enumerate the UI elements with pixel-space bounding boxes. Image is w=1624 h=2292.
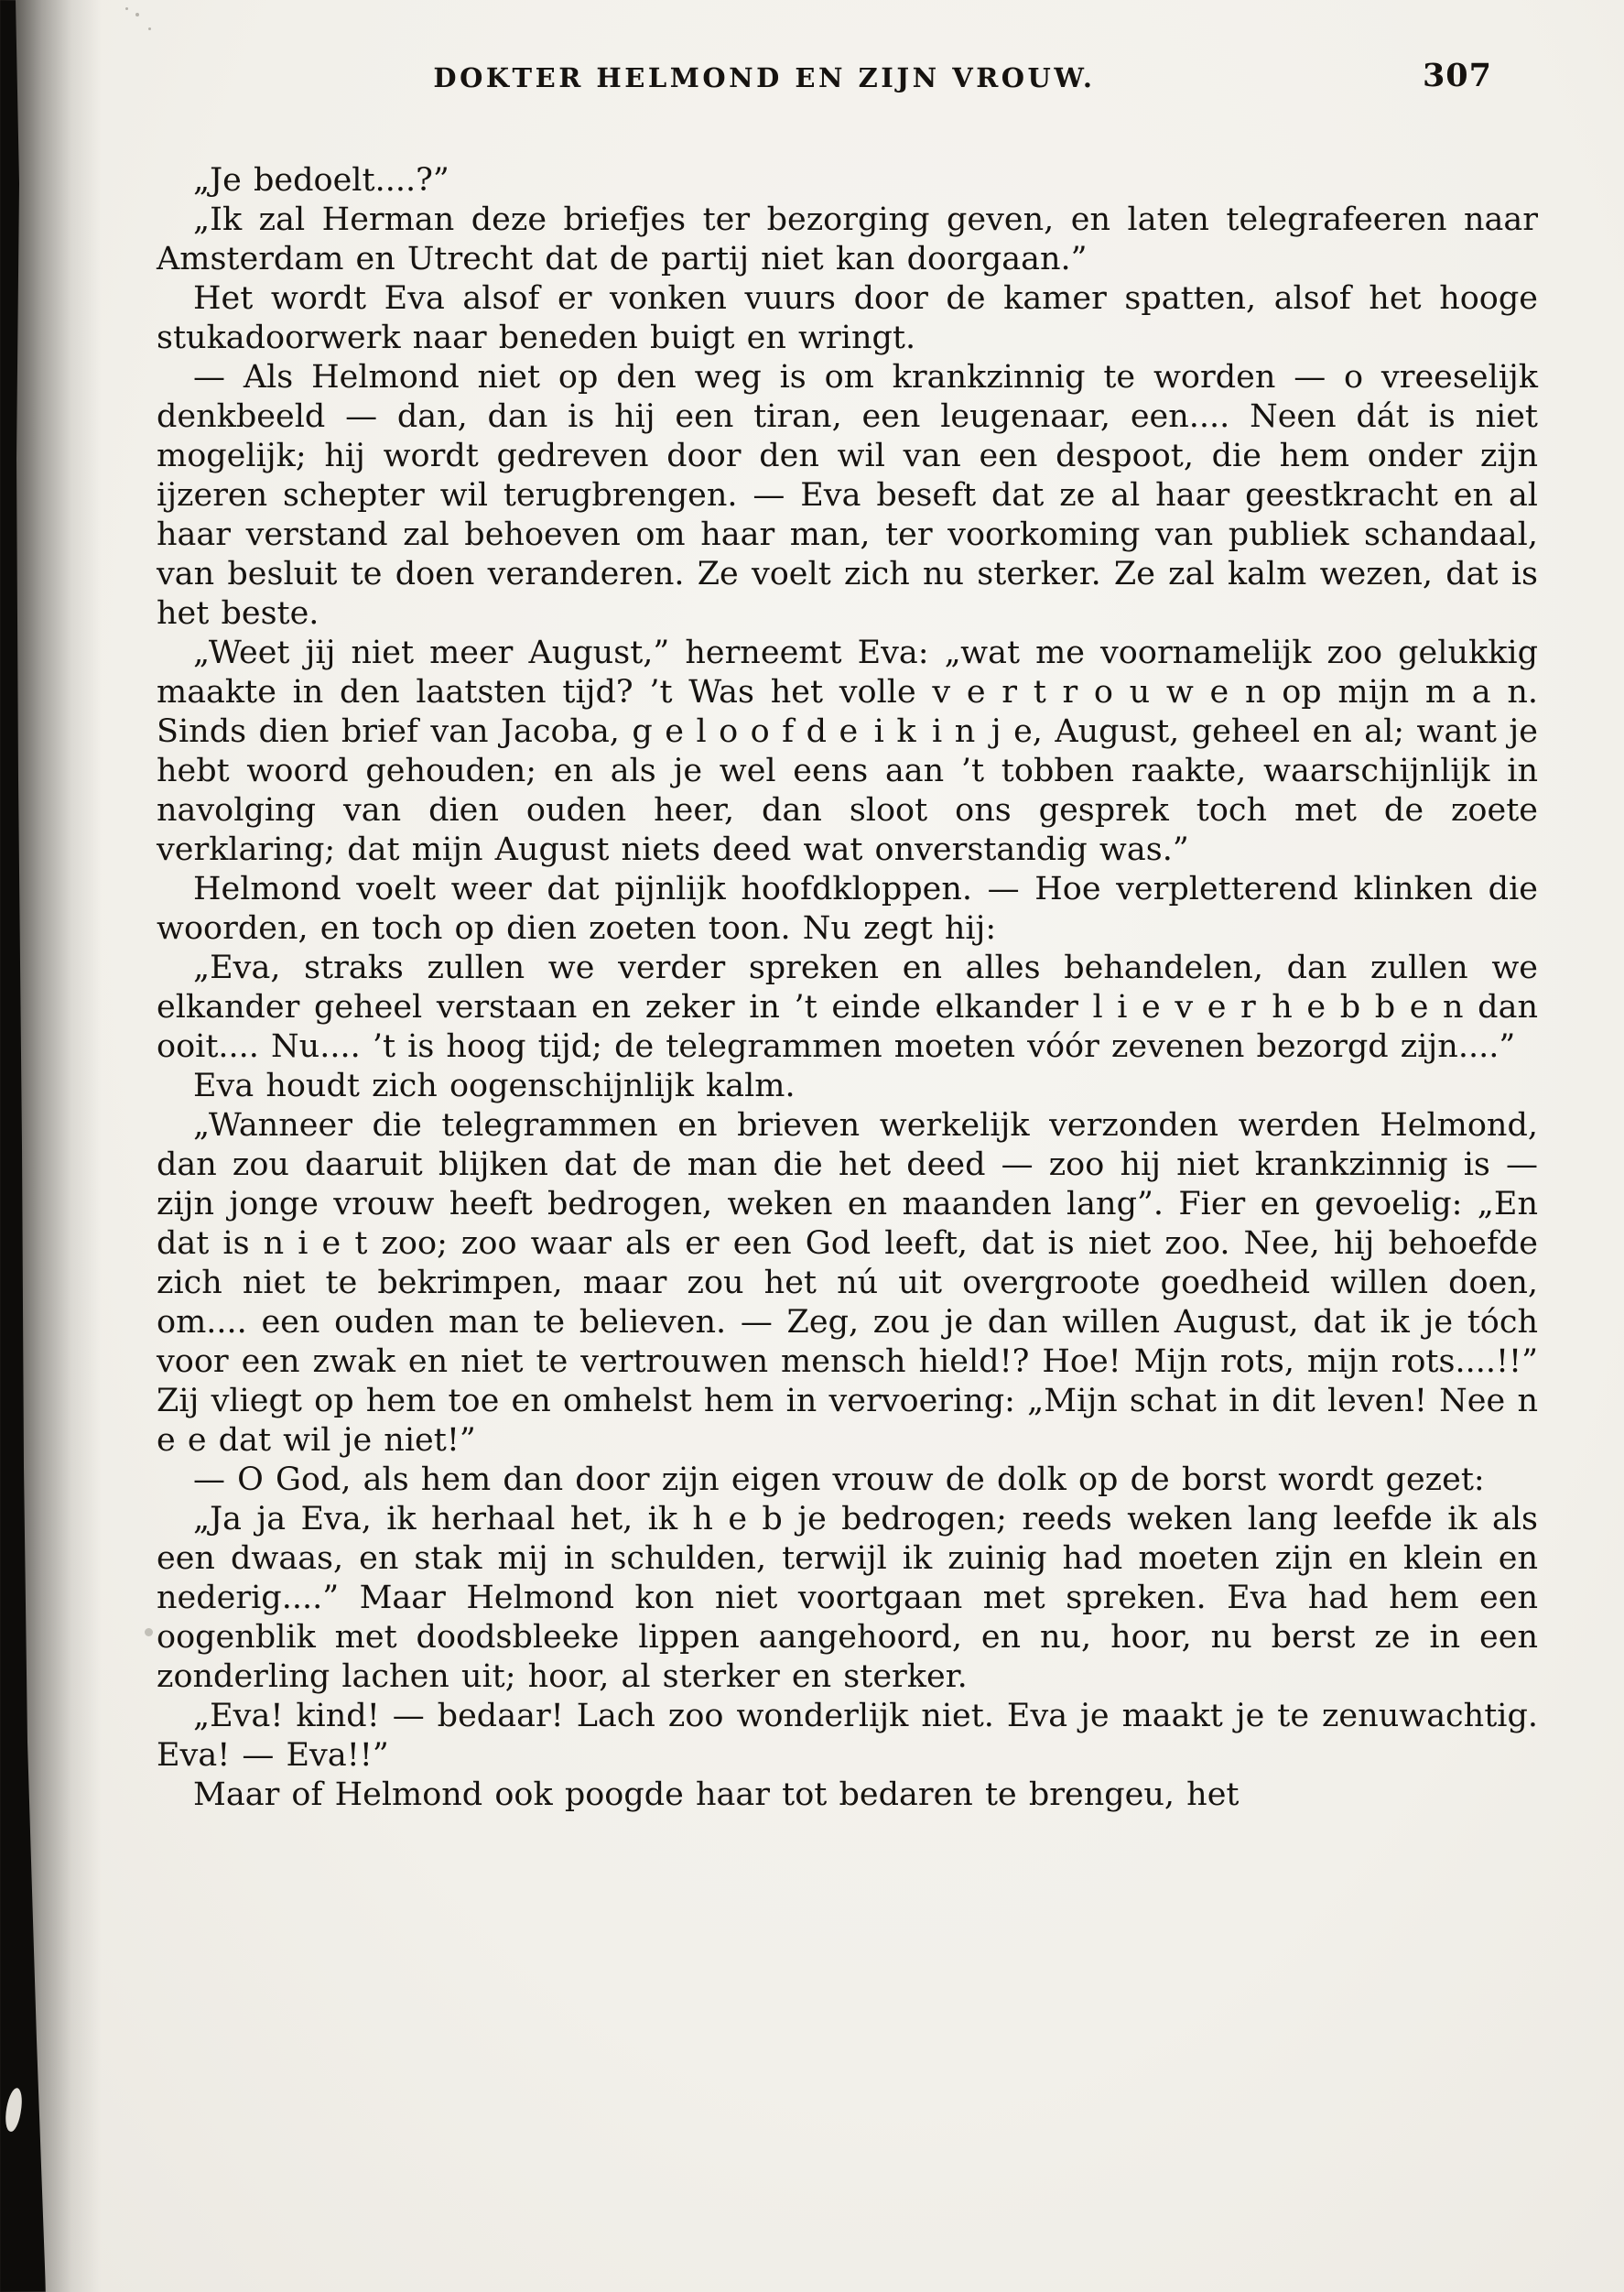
scan-artifact: [135, 13, 139, 16]
scan-artifact: [148, 27, 151, 30]
paragraph: „Je bedoelt....?”: [193, 162, 449, 199]
scan-artifact: [125, 7, 128, 10]
paragraph: — O God, als hem dan door zijn eigen vrouw de dolk op de borst wordt gezet:: [193, 1461, 1485, 1498]
paragraph: Helmond voelt weer dat pijnlijk hoofdkloppen. — Hoe verpletterend klinken die woorden, en toch op dien zoeten toon. Nu zegt hij:: [157, 871, 1538, 947]
page-number: 307: [1422, 57, 1492, 94]
page-body: [157, 161, 1538, 1815]
page-title: DOKTER HELMOND EN ZIJN VROUW.: [433, 62, 1096, 93]
paragraph: „Weet jij niet meer August,” herneemt Eva: „wat me voornamelijk zoo gelukkig maakte in den laatsten tijd? ’t Was het volle v e r t r o u w e n op mijn m a n. Sinds dien brief van Jacoba, g e l o o f d e i k i n j e, August, geheel en al; want je hebt woord gehouden; en als je wel eens aan ’t tobben raakte, waarschijnlijk in navolging van dien ouden heer, dan sloot ons gesprek toch met de zoete verklaring; dat mijn August niets deed wat onverstandig was.”: [157, 635, 1538, 868]
paragraph: „Eva! kind! — bedaar! Lach zoo wonderlijk niet. Eva je maakt je te zenuwachtig. Eva! — Eva!!”: [157, 1698, 1538, 1774]
paragraph: „Eva, straks zullen we verder spreken en alles behandelen, dan zullen we elkander geheel verstaan en zeker in ’t einde elkander l i e v e r h e b b e n dan ooit.... Nu.... ’t is hoog tijd; de telegrammen moeten vóór zevenen bezorgd zijn....”: [157, 950, 1538, 1065]
paragraph: — Als Helmond niet op den weg is om krankzinnig te worden — o vreeselijk denkbeeld — dan, dan is hij een tiran, een leugenaar, een.... Neen dát is niet mogelijk; hij wordt gedreven door den wil van een despoot, die hem onder zijn ijzeren schepter wil terugbrengen. — Eva beseft dat ze al haar geestkracht en al haar verstand zal behoeven om haar man, ter voorkoming van publiek schandaal, van besluit te doen veranderen. Ze voelt zich nu sterker. Ze zal kalm wezen, dat is het beste.: [157, 359, 1538, 632]
paragraph: Maar of Helmond ook poogde haar tot bedaren te brengeu, het: [193, 1776, 1240, 1813]
paragraph: Het wordt Eva alsof er vonken vuurs door de kamer spatten, alsof het hooge stukadoorwerk naar beneden buigt en wringt.: [157, 280, 1538, 356]
paragraph: „Ik zal Herman deze briefjes ter bezorging geven, en laten telegrafeeren naar Amsterdam en Utrecht dat de partij niet kan doorgaan.”: [157, 201, 1538, 277]
scan-artifact: [145, 1628, 153, 1636]
paragraph: „Ja ja Eva, ik herhaal het, ik h e b je bedrogen; reeds weken lang leefde ik als een dwaas, en stak mij in schulden, terwijl ik zuinig had moeten zijn en klein en nederig....” Maar Helmond kon niet voortgaan met spreken. Eva had hem een oogenblik met doodsbleeke lippen aangehoord, en nu, hoor, nu berst ze in een zonderling lachen uit; hoor, al sterker en sterker.: [157, 1501, 1538, 1695]
running-head: [157, 59, 1538, 104]
paragraph: „Wanneer die telegrammen en brieven werkelijk verzonden werden Helmond, dan zou daaruit blijken dat de man die het deed — zoo hij niet krankzinnig is — zijn jonge vrouw heeft bedrogen, weken en maanden lang”. Fier en gevoelig: „En dat is n i e t zoo; zoo waar als er een God leeft, dat is niet zoo. Nee, hij behoefde zich niet te bekrimpen, maar zou het nú uit overgroote goedheid willen doen, om.... een ouden man te believen. — Zeg, zou je dan willen August, dat ik je tóch voor een zwak en niet te vertrouwen mensch hield!? Hoe! Mijn rots, mijn rots....!!” Zij vliegt op hem toe en omhelst hem in vervoering: „Mijn schat in dit leven! Nee n e e dat wil je niet!”: [157, 1107, 1538, 1459]
paragraph: Eva houdt zich oogenschijnlijk kalm.: [193, 1068, 796, 1104]
